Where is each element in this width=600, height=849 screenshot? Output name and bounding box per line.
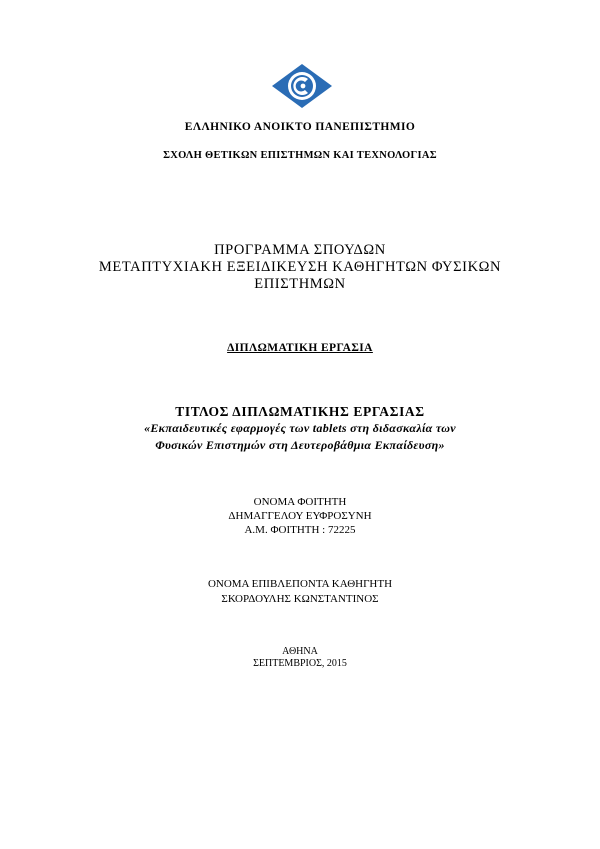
program-label: ΠΡΟΓΡΑΜΜΑ ΣΠΟΥΔΩΝ bbox=[214, 242, 386, 258]
thesis-heading: ΔΙΠΛΩΜΑΤΙΚΗ ΕΡΓΑΣΙΑ bbox=[227, 342, 373, 354]
place: ΑΘΗΝΑ bbox=[282, 646, 318, 657]
program-name-line-2: ΕΠΙΣΤΗΜΩΝ bbox=[254, 276, 346, 292]
date: ΣΕΠΤΕΜΒΡΙΟΣ, 2015 bbox=[253, 658, 347, 669]
university-name: ΕΛΛΗΝΙΚΟ ΑΝΟΙΚΤΟ ΠΑΝΕΠΙΣΤΗΜΙΟ bbox=[184, 121, 416, 133]
school-name: ΣΧΟΛΗ ΘΕΤΙΚΩΝ ΕΠΙΣΤΗΜΩΝ ΚΑΙ ΤΕΧΝΟΛΟΓΙΑΣ bbox=[163, 150, 437, 161]
supervisor-label: ΟΝΟΜΑ ΕΠΙΒΛΕΠΟΝΤΑ ΚΑΘΗΓΗΤΗ bbox=[207, 578, 393, 590]
title-line-2: Φυσικών Επιστημών στη Δευτεροβάθμια Εκπαίδευση» bbox=[155, 438, 445, 452]
eap-logo-icon bbox=[270, 62, 334, 110]
title-line-1: «Εκπαιδευτικές εφαρμογές των tablets στη διδασκαλία των bbox=[144, 421, 456, 435]
title-label: ΤΙΤΛΟΣ ΔΙΠΛΩΜΑΤΙΚΗΣ ΕΡΓΑΣΙΑΣ bbox=[175, 404, 425, 419]
supervisor-name: ΣΚΟΡΔΟΥΛΗΣ ΚΩΝΣΤΑΝΤΙΝΟΣ bbox=[221, 593, 379, 605]
student-label: ΟΝΟΜΑ ΦΟΙΤΗΤΗ bbox=[253, 496, 347, 508]
program-name-line-1: ΜΕΤΑΠΤΥΧΙΑΚΗ ΕΞΕΙΔΙΚΕΥΣΗ ΚΑΘΗΓΗΤΩΝ ΦΥΣΙΚΩΝ bbox=[98, 259, 502, 275]
student-name: ΔΗΜΑΓΓΕΛΟΥ ΕΥΦΡΟΣΥΝΗ bbox=[228, 510, 372, 522]
student-id: Α.Μ. ΦΟΙΤΗΤΗ : 72225 bbox=[244, 524, 356, 536]
